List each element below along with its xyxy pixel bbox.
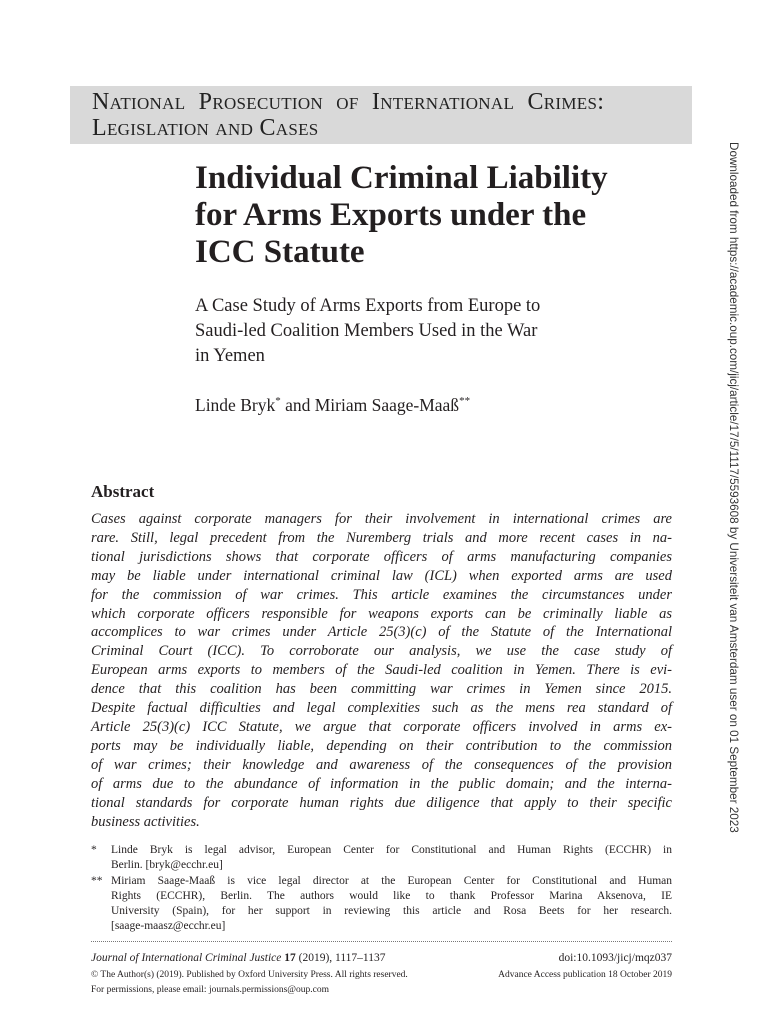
footnote-text <box>111 874 672 935</box>
journal-name: Journal of International Criminal Justice <box>91 952 282 964</box>
author-joiner: and <box>280 395 315 415</box>
footnote-mark: ** <box>91 874 103 887</box>
permissions-note: For permissions, please email: journals.permissions@oup.com <box>91 985 330 995</box>
abstract-line: accomplices to war crimes under Article 25(3)(c) of the Statute of the International <box>91 624 672 641</box>
section-banner <box>70 86 692 144</box>
journal-citation <box>91 951 672 965</box>
footnote <box>91 843 672 874</box>
abstract-line: tional standards for corporate human rights due diligence that apply to their specific <box>91 794 672 811</box>
author-list <box>195 394 470 416</box>
footnote-line: Rights (ECCHR), Berlin. The authors would like to thank Professor Marina Aksenova, IE <box>111 889 672 902</box>
advance-access-note: Advance Access publication 18 October 2019 <box>498 970 672 980</box>
author-name: Linde Bryk <box>195 395 276 415</box>
author-footnote-mark: ** <box>459 395 471 407</box>
article-subtitle-line: A Case Study of Arms Exports from Europe to <box>195 296 541 316</box>
doi-link[interactable]: doi:10.1093/jicj/mqz037 <box>558 952 672 964</box>
author-footnote-mark: * <box>275 395 281 407</box>
footnote-text <box>111 843 672 874</box>
abstract-line: business activities. <box>91 813 200 830</box>
section-banner-line2: Legislation and Cases <box>92 115 319 141</box>
abstract-heading: Abstract <box>91 482 155 501</box>
article-title-line: Individual Criminal Liability <box>195 160 608 196</box>
copyright-row <box>91 969 672 981</box>
section-banner-line1: National Prosecution of International Crimes: <box>92 89 605 115</box>
abstract-line: European arms exports to members of the Saudi-led coalition in Yemen. There is evi- <box>91 662 672 679</box>
abstract-line: of arms due to the abundance of information in the public domain; and the interna- <box>91 775 672 792</box>
abstract-line: dence that this coalition has been committing war crimes in Yemen since 2015. <box>91 681 672 698</box>
article-title-line: ICC Statute <box>195 234 365 270</box>
download-watermark: Downloaded from https://academic.oup.com/jicj/article/17/5/1117/5593608 by Universiteit van Amsterdam user on 01 September 2023 <box>727 142 740 833</box>
abstract-line: ports may be individually liable, depending on their contribution to the commission <box>91 737 672 754</box>
footnote-line: Berlin. [bryk@ecchr.eu] <box>111 859 223 872</box>
abstract-line: of war crimes; their knowledge and awareness of the consequences of the provision <box>91 756 672 773</box>
footnote <box>91 874 672 935</box>
abstract-line: for the commission of war crimes. This article examines the circumstances under <box>91 586 672 603</box>
abstract-line: Criminal Court (ICC). To corroborate our analysis, we use the case study of <box>91 643 672 660</box>
abstract-line: tional jurisdictions shows that corporate officers of arms manufacturing companies <box>91 548 672 565</box>
article-subtitle-line: Saudi-led Coalition Members Used in the War <box>195 321 538 341</box>
abstract-line: Cases against corporate managers for their involvement in international crimes are <box>91 511 672 527</box>
footnote-line: Linde Bryk is legal advisor, European Center for Constitutional and Human Rights (ECCHR) in <box>111 844 672 856</box>
abstract-line: rare. Still, legal precedent from the Nuremberg trials and more recent cases in na- <box>91 529 672 546</box>
footnotes <box>91 843 672 935</box>
copyright-notice: © The Author(s) (2019). Published by Oxford University Press. All rights reserved. <box>91 970 408 980</box>
footnote-line: [saage-maasz@ecchr.eu] <box>111 920 226 933</box>
article-subtitle-line: in Yemen <box>195 346 265 366</box>
journal-reference <box>91 951 386 965</box>
abstract-line: may be liable under international criminal law (ICL) when exported arms are used <box>91 567 672 584</box>
footer-divider <box>91 941 672 942</box>
journal-volume: 17 <box>284 952 296 964</box>
abstract-line: which corporate officers responsible for weapons exports can be criminally liable as <box>91 605 672 622</box>
article-title <box>195 160 685 271</box>
article-subtitle <box>195 294 635 369</box>
footnote-line: University (Spain), for her support in reviewing this article and Rosa Beets for her research. <box>111 905 672 918</box>
abstract-body <box>91 510 672 831</box>
footnote-line: Miriam Saage-Maaß is vice legal director at the European Center for Constitutional and Human <box>111 874 672 887</box>
journal-year-pages: (2019), 1117–1137 <box>298 952 386 964</box>
author-name: Miriam Saage-Maaß <box>314 395 460 415</box>
abstract-line: Despite factual difficulties and legal complexities such as the mens rea standard of <box>91 700 672 717</box>
abstract-line: Article 25(3)(c) ICC Statute, we argue that corporate officers involved in arms ex- <box>91 718 672 735</box>
article-title-line: for Arms Exports under the <box>195 197 587 233</box>
footnote-mark: * <box>91 844 97 856</box>
